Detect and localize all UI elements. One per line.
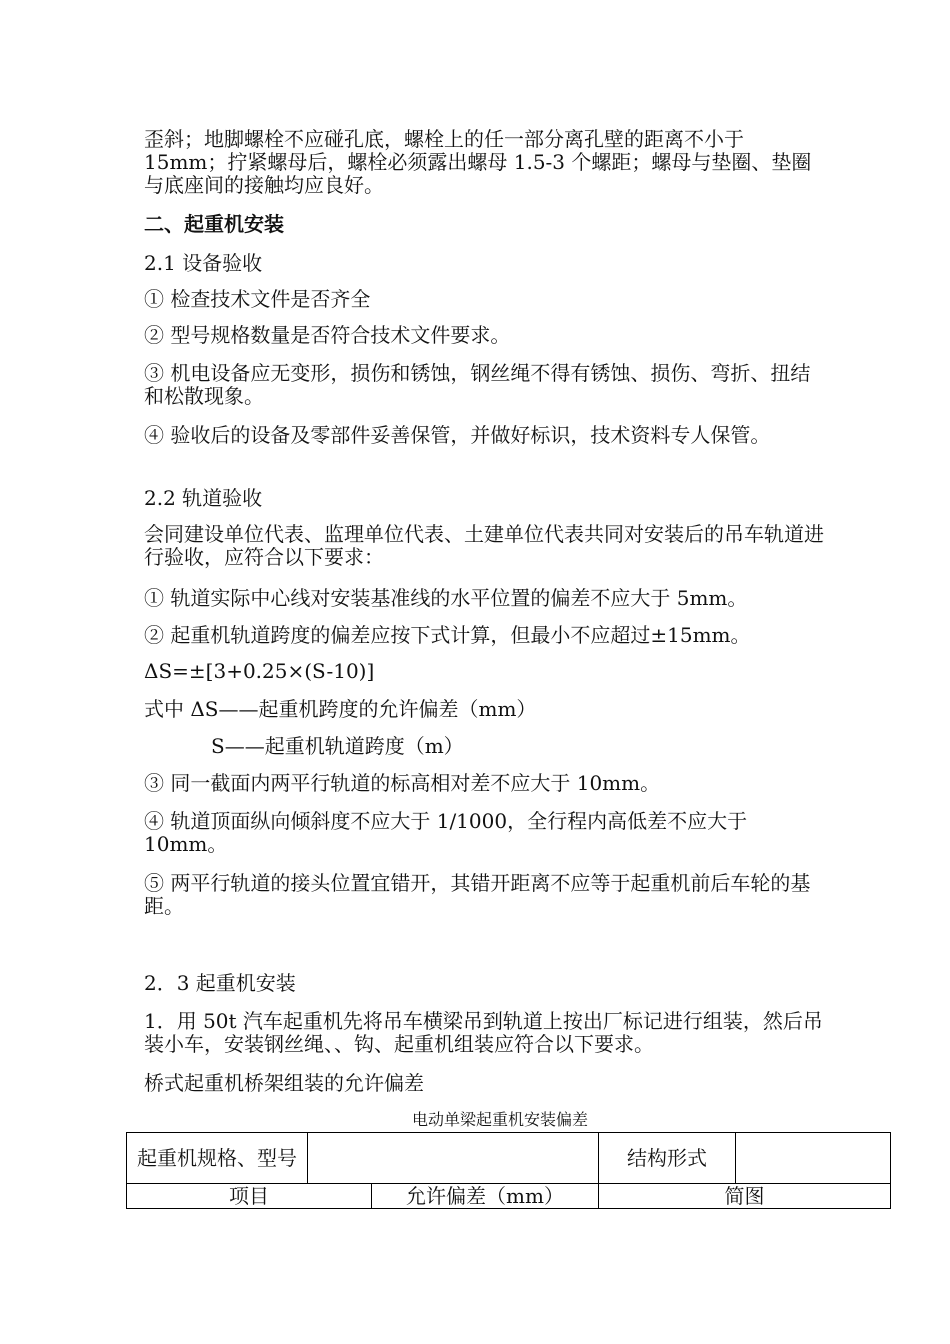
list-item: ① 轨道实际中心线对安装基准线的水平位置的偏差不应大于 5mm。 [144, 586, 748, 610]
subsection-rail-acceptance: 2.2 轨道验收 [144, 486, 263, 510]
tolerance-table [126, 1132, 891, 1209]
diagram-header-cell: 简图 [599, 1184, 891, 1209]
structure-value-cell [736, 1133, 891, 1184]
paragraph-table-intro: 桥式起重机桥架组装的允许偏差 [144, 1071, 424, 1095]
list-item: ④ 轨道顶面纵向倾斜度不应大于 1/1000，全行程内高低差不应大于 10mm。 [144, 809, 748, 856]
section-heading-crane-installation: 二、起重机安装 [144, 212, 284, 236]
list-item: ② 起重机轨道跨度的偏差应按下式计算，但最小不应超过±15mm。 [144, 623, 751, 647]
list-item: ④ 验收后的设备及零部件妥善保管，并做好标识，技术资料专人保管。 [144, 423, 771, 447]
tolerance-header-cell: 允许偏差（mm） [372, 1184, 599, 1209]
list-item: ③ 机电设备应无变形，损伤和锈蚀，钢丝绳不得有锈蚀、损伤、弯折、扭结和松散现象。 [144, 361, 811, 408]
list-item: ① 检查技术文件是否齐全 [144, 287, 371, 311]
list-item: ③ 同一截面内两平行轨道的标高相对差不应大于 10mm。 [144, 771, 661, 795]
table-row [127, 1133, 891, 1184]
formula: ΔS=±[3+0.25×(S-10)] [144, 659, 375, 683]
subsection-crane-installation: 2．3 起重机安装 [144, 971, 296, 995]
formula-explanation: 式中 ΔS——起重机跨度的允许偏差（mm） [144, 697, 537, 721]
formula-explanation: S——起重机轨道跨度（m） [211, 734, 464, 758]
list-item: ② 型号规格数量是否符合技术文件要求。 [144, 323, 511, 347]
crane-spec-label-cell: 起重机规格、型号 [127, 1133, 308, 1184]
table-row [127, 1184, 891, 1209]
paragraph-anchor-bolts: 歪斜；地脚螺栓不应碰孔底，螺栓上的任一部分离孔壁的距离不小于 15mm；拧紧螺母后，螺栓必须露出螺母 1.5-3 个螺距；螺母与垫圈、垫圈与底座间的接触均应良好。 [144, 127, 812, 197]
paragraph-crane-assembly: 1．用 50t 汽车起重机先将吊车横梁吊到轨道上按出厂标记进行组装，然后吊装小车，安装钢丝绳、、钩、起重机组装应符合以下要求。 [144, 1009, 823, 1056]
crane-spec-value-cell [308, 1133, 599, 1184]
list-item: ⑤ 两平行轨道的接头位置宜错开，其错开距离不应等于起重机前后车轮的基距。 [144, 871, 811, 918]
structure-label-cell: 结构形式 [599, 1133, 736, 1184]
paragraph-rail-acceptance: 会同建设单位代表、监理单位代表、土建单位代表共同对安装后的吊车轨道进行验收，应符合以下要求： [144, 522, 824, 569]
item-header-cell: 项目 [127, 1184, 372, 1209]
table-caption: 电动单梁起重机安装偏差 [411, 1110, 588, 1129]
subsection-equipment-acceptance: 2.1 设备验收 [144, 251, 263, 275]
